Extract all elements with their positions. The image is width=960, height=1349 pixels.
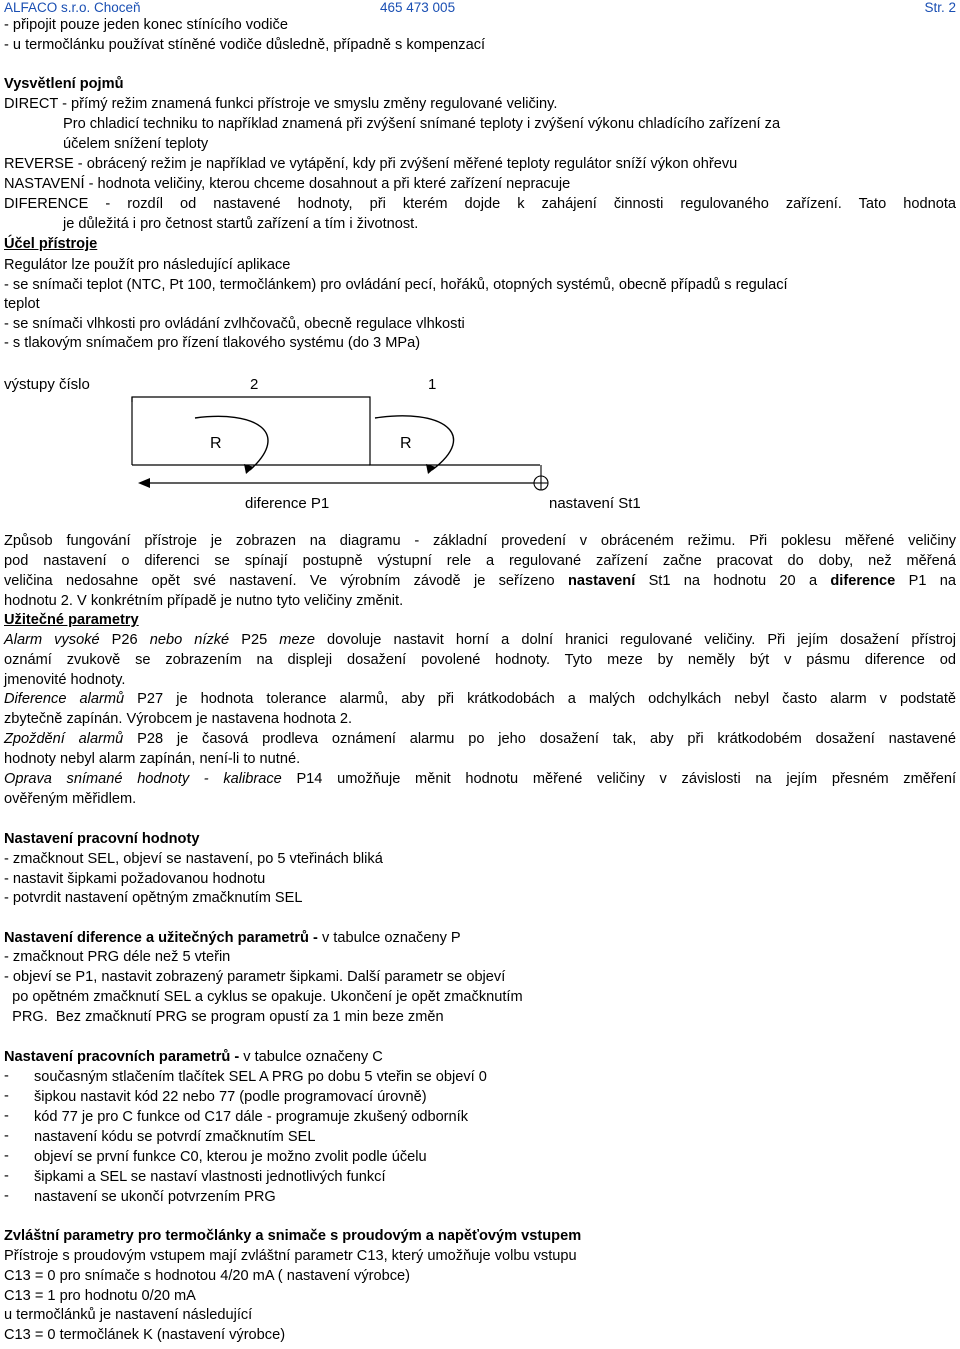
diff-params-line: PRG. Bez zmačknutí PRG se program opustí za 1 min beze změn: [4, 1009, 444, 1025]
list-item: šipkami a SEL se nastaví vlastnosti jednotlivých funkcí: [34, 1169, 386, 1185]
setpoint-label: nastavení St1: [549, 495, 641, 512]
purpose-line-5: - s tlakovým snímačem pro řízení tlakového systému (do 3 MPa): [4, 335, 421, 351]
relay-step-line: [132, 397, 540, 465]
page-number: Str. 2: [924, 0, 956, 15]
company-name: ALFACO s.r.o. Choceň: [4, 0, 141, 15]
difference-label: diference P1: [245, 495, 330, 512]
term-direct-cont-2: účelem snížení teploty: [63, 136, 209, 152]
output-2-number: 2: [250, 376, 259, 393]
list-item: nastavení se ukončí potvrzením PRG: [34, 1189, 276, 1205]
special-line: u termočlánků je nastavení následující: [4, 1307, 253, 1323]
purpose-heading: Účel přístroje: [4, 236, 98, 252]
calibration-line-1: Oprava snímané hodnoty - kalibrace P14 umožňuje měnit hodnotu měřené veličiny v závislosti na jejím přesném změření: [4, 771, 956, 787]
output-diagram: [0, 370, 960, 520]
relay-left-label: R: [210, 435, 222, 452]
alarm-diff-line-2: zbytečně zapínán. Výrobcem je nastavena hodnota 2.: [4, 711, 353, 727]
alarm-limits-line-2: oznámí zvukově se zobrazením na displeji dosažení povolené hodnoty. Tyto meze by neměly být v pásmu diference od: [4, 652, 956, 668]
special-line: C13 = 0 termočlánek K (nastavení výrobce): [4, 1327, 286, 1343]
diff-params-line: po opětném zmačknutí SEL a cyklus se opakuje. Ukončení je opět zmačknutím: [4, 989, 523, 1005]
alarm-diff-line-1: Diference alarmů P27 je hodnota tolerance alarmů, aby při krátkodobách a malých odchylkách nebyl často alarm v podstatě: [4, 691, 956, 707]
work-value-line: - nastavit šipkami požadovanou hodnotu: [4, 871, 266, 887]
useful-heading: Užitečné parametry: [4, 612, 139, 628]
term-nastaveni: NASTAVENÍ - hodnota veličiny, kterou chceme dosahnout a při které zařízení nepracuje: [4, 176, 571, 192]
term-reverse: REVERSE - obrácený režim je například ve vytápění, kdy při zvýšení měřené teploty regulátor sníží výkon ohřevu: [4, 156, 738, 172]
term-direct: DIRECT - přímý režim znamená funkci přístroje ve smyslu změny regulované veličiny.: [4, 96, 558, 112]
work-value-line: - potvrdit nastavení opětným zmačknutím SEL: [4, 890, 303, 906]
page-header: [4, 0, 956, 17]
axis-arrowhead-icon: [138, 478, 150, 488]
diff-params-heading: Nastavení diference a užitečných parametrů - v tabulce označeny P: [4, 930, 461, 946]
outputs-label: výstupy číslo: [4, 376, 90, 393]
output-1-number: 1: [428, 376, 437, 393]
diff-params-line: - objeví se P1, nastavit zobrazený parametr šipkami. Další parametr se objeví: [4, 969, 506, 985]
calibration-line-2: ověřeným měřidlem.: [4, 791, 137, 807]
work-value-heading: Nastavení pracovní hodnoty: [4, 831, 200, 847]
operation-line-4: hodnotu 2. V konkrétním případě je nutno tyto veličiny změnit.: [4, 593, 404, 609]
curved-arrow-right: [375, 416, 454, 470]
phone-number: 465 473 005: [380, 0, 456, 15]
list-item: kód 77 je pro C funkce od C17 dále - programuje zkušený odborník: [34, 1109, 469, 1125]
work-params-heading: Nastavení pracovních parametrů - v tabulce označeny C: [4, 1049, 383, 1065]
special-heading: Zvláštní parametry pro termočlánky a snimače s proudovým a napěťovým vstupem: [4, 1228, 582, 1244]
term-direct-cont-1: Pro chladicí techniku to například znamená při zvýšení snímané teploty i zvýšení výkonu chladícího zařízení za: [63, 116, 781, 132]
purpose-line-3: teplot: [4, 296, 40, 312]
term-diference-cont: je důležitá i pro četnost startů zařízení a tím i životnost.: [63, 216, 419, 232]
list-item: nastavení kódu se potvrdí zmačknutím SEL: [34, 1129, 316, 1145]
purpose-line-4: - se snímači vlhkosti pro ovládání zvlhčovačů, obecně regulace vlhkosti: [4, 316, 465, 332]
work-value-line: - zmačknout SEL, objeví se nastavení, po 5 vteřinách bliká: [4, 851, 383, 867]
special-line: Přístroje s proudovým vstupem mají zvláštní parametr C13, který umožňuje volbu vstupu: [4, 1248, 577, 1264]
alarm-delay-line-2: hodnoty nebyl alarm zapínán, není-li to nutné.: [4, 751, 301, 767]
relay-right-label: R: [400, 435, 412, 452]
diff-params-line: - zmačknout PRG déle než 5 vteřin: [4, 949, 231, 965]
special-line: C13 = 0 pro snímače s hodnotou 4/20 mA ( nastavení výrobce): [4, 1268, 411, 1284]
intro-line-2: - u termočlánku používat stíněné vodiče důsledně, případně s kompenzací: [4, 37, 486, 53]
terms-heading: Vysvětlení pojmů: [4, 76, 124, 92]
operation-line-3: veličina nedosahne opět své nastavení. Ve výrobním závodě je seřízeno nastavení St1 na hodnotu 20 a diference P1 na: [4, 573, 956, 589]
operation-line-2: pod nastavení o diferenci se spínají postupně výstupní rele a regulované zařízení začne pracovat do doby, než měřená: [4, 553, 956, 569]
intro-line-1: - připojit pouze jeden konec stínícího vodiče: [4, 17, 288, 33]
special-line: C13 = 1 pro hodnotu 0/20 mA: [4, 1288, 196, 1304]
list-item: objeví se první funkce C0, kterou je možno zvolit podle účelu: [34, 1149, 427, 1165]
purpose-line-2: - se snímači teplot (NTC, Pt 100, termočlánkem) pro ovládání pecí, hořáků, otopných systémů, obecně případů s regulací: [4, 277, 788, 293]
alarm-limits-line-1: Alarm vysoké P26 nebo nízké P25 meze dovoluje nastavit horní a dolní hranici regulované veličiny. Při jejím dosažení přístroj: [4, 632, 957, 648]
list-item: současným stlačením tlačítek SEL A PRG po dobu 5 vteřin se objeví 0: [34, 1069, 487, 1085]
purpose-line-1: Regulátor lze použít pro následující aplikace: [4, 257, 291, 273]
alarm-delay-line-1: Zpoždění alarmů P28 je časová prodleva oznámení alarmu po jeho dosažení tak, aby při krátkodobém dosažení nastavené: [4, 731, 957, 747]
alarm-limits-line-3: jmenovité hodnoty.: [4, 672, 126, 688]
term-diference: DIFERENCE - rozdíl od nastavené hodnoty, při kterém dojde k zahájení činnosti regulovaného zařízení. Tato hodnota: [4, 196, 956, 212]
list-item: šipkou nastavit kód 22 nebo 77 (podle programovací úrovně): [34, 1089, 427, 1105]
operation-line-1: Způsob fungování přístroje je zobrazen na diagramu - základní provedení v obráceném režimu. Při poklesu měřené veličiny: [4, 533, 956, 549]
curved-arrow-left: [195, 416, 268, 470]
